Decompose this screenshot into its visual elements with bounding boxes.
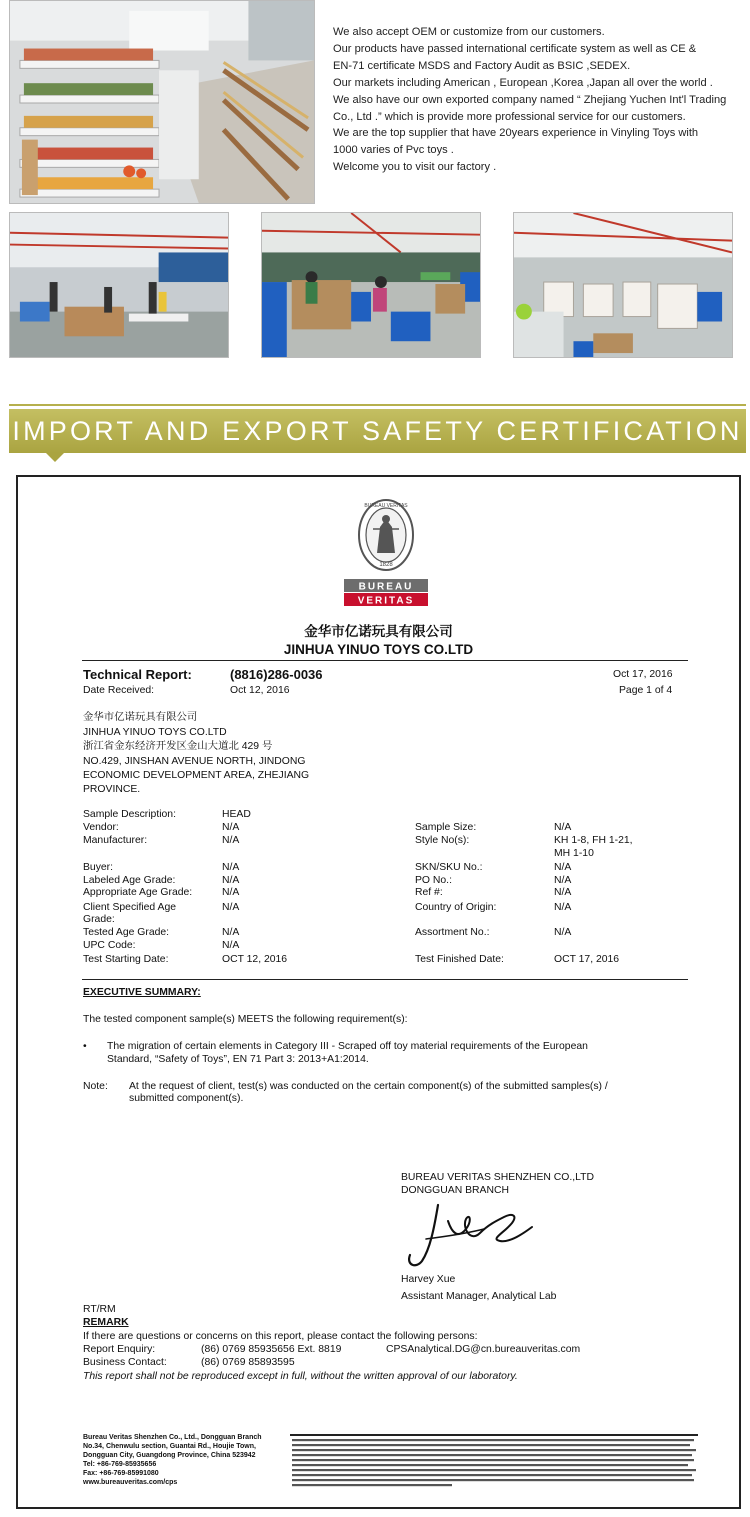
field-value: N/A	[222, 822, 240, 833]
field-label: Sample Size:	[415, 822, 477, 833]
intro-line: We are the top supplier that have 20years experience in Vinyling Toys with	[333, 127, 699, 140]
summary-intro: The tested component sample(s) MEETS the following requirement(s):	[83, 1014, 408, 1025]
address-line: JINHUA YINUO TOYS CO.LTD	[83, 727, 227, 738]
field-value: N/A	[554, 822, 572, 833]
field-value: HEAD	[222, 809, 251, 820]
issuer-name: BUREAU VERITAS SHENZHEN CO.,LTD	[401, 1172, 595, 1183]
footer-address-line: www.bureauveritas.com/cps	[83, 1479, 178, 1486]
field-value: OCT 17, 2016	[554, 954, 620, 965]
field-label: Test Finished Date:	[415, 954, 504, 965]
note-text: submitted component(s).	[129, 1093, 244, 1104]
note-label: Note:	[83, 1081, 108, 1092]
logo-word-bureau: BUREAU	[358, 581, 414, 593]
footer-address-line: No.34, Chenwulu section, Guantai Rd., Houjie Town,	[83, 1443, 256, 1450]
intro-line: We also accept OEM or customize from our customers.	[333, 26, 605, 38]
intro-line: Our markets including American , European ,Korea ,Japan all over the world .	[333, 76, 713, 89]
intro-line: Our products have passed international certificate system as well as CE &	[333, 42, 697, 55]
address-line: PROVINCE.	[83, 784, 141, 795]
field-value: N/A	[222, 940, 240, 951]
address-line: 浙江省金东经济开发区金山大道北 429 号	[83, 741, 273, 752]
bullet-dot: •	[83, 1041, 87, 1052]
requirement-text: The migration of certain elements in Category III - Scraped off toy material requirements of the European	[107, 1041, 588, 1052]
report-number: (8816)286-0036	[230, 667, 323, 682]
address-line: 金华市亿诺玩具有限公司	[83, 712, 198, 723]
field-value: N/A	[554, 875, 572, 886]
intro-line: Welcome you to visit our factory .	[333, 161, 497, 174]
field-value: N/A	[554, 887, 572, 898]
field-value: N/A	[222, 902, 240, 913]
summary-heading: EXECUTIVE SUMMARY:	[83, 987, 201, 998]
field-label: UPC Code:	[83, 940, 136, 951]
warehouse-photo	[9, 0, 315, 204]
address-line: NO.429, JINSHAN AVENUE NORTH, JINDONG	[83, 756, 306, 767]
field-label: PO No.:	[415, 875, 452, 886]
banner-notch	[46, 453, 64, 462]
field-label: Sample Description:	[83, 809, 176, 820]
business-label: Business Contact:	[83, 1357, 167, 1368]
intro-line: EN-71 certificate MSDS and Factory Audit as BSIC ,SEDEX.	[333, 59, 631, 72]
summary-rule	[82, 979, 688, 980]
company-introduction	[333, 24, 745, 176]
section-banner: IMPORT AND EXPORT SAFETY CERTIFICATION	[9, 409, 746, 453]
signer-title: Assistant Manager, Analytical Lab	[401, 1291, 557, 1302]
header-rule	[82, 660, 688, 661]
field-value: N/A	[554, 902, 572, 913]
company-name-chinese: 金华市亿诺玩具有限公司	[304, 624, 453, 639]
field-label: Style No(s):	[415, 835, 470, 846]
note-text: At the request of client, test(s) was conducted on the certain component(s) of the submitted samples(s) /	[129, 1081, 608, 1092]
field-label: SKN/SKU No.:	[415, 862, 483, 873]
intro-line: Co., Ltd .” which is provide more professional service for our customers.	[333, 110, 686, 123]
field-value: MH 1-10	[554, 848, 594, 859]
issuer-branch: DONGGUAN BRANCH	[401, 1185, 509, 1196]
footer-address-line: Dongguan City, Guangdong Province, China 523942	[83, 1452, 256, 1459]
signature	[400, 1199, 540, 1271]
intro-line: We also have our own exported company named “ Zhejiang Yuchen Int'l Trading	[333, 93, 727, 106]
enquiry-email: CPSAnalytical.DG@cn.bureauveritas.com	[386, 1344, 581, 1355]
remark-heading: REMARK	[83, 1317, 129, 1328]
field-value: N/A	[554, 862, 572, 873]
banner-divider	[9, 404, 746, 406]
field-label: Buyer:	[83, 862, 114, 873]
enquiry-phone: (86) 0769 85935656 Ext. 8819	[201, 1344, 342, 1355]
field-label: Assortment No.:	[415, 927, 490, 938]
field-value: KH 1-8, FH 1-21,	[554, 835, 633, 846]
address-line: ECONOMIC DEVELOPMENT AREA, ZHEJIANG	[83, 770, 310, 781]
report-initials: RT/RM	[83, 1304, 116, 1315]
field-label: Client Specified Age	[83, 902, 176, 913]
footer-address-line: Tel: +86-769-85935656	[83, 1461, 157, 1468]
field-label: Vendor:	[83, 822, 119, 833]
field-label: Grade:	[83, 914, 115, 925]
logo-year: 1828	[379, 562, 393, 568]
factory-floor-photo	[9, 212, 229, 358]
packing-area-photo	[261, 212, 481, 358]
page-number: Page 1 of 4	[619, 685, 673, 696]
field-label: Ref #:	[415, 887, 443, 898]
field-label: Country of Origin:	[415, 902, 497, 913]
field-label: Tested Age Grade:	[83, 927, 170, 938]
workshop-photo	[513, 212, 733, 358]
enquiry-label: Report Enquiry:	[83, 1344, 156, 1355]
field-value: N/A	[222, 875, 240, 886]
fine-print-terms	[290, 1434, 698, 1492]
field-label: Labeled Age Grade:	[83, 875, 176, 886]
field-label: Appropriate Age Grade:	[83, 887, 193, 898]
field-value: N/A	[222, 927, 240, 938]
field-value: N/A	[222, 862, 240, 873]
field-label: Test Starting Date:	[83, 954, 169, 965]
field-value: OCT 12, 2016	[222, 954, 288, 965]
business-phone: (86) 0769 85893595	[201, 1357, 295, 1368]
certificate-document	[16, 475, 741, 1509]
report-date: Oct 17, 2016	[613, 669, 673, 680]
field-value: N/A	[222, 887, 240, 898]
signer-name: Harvey Xue	[401, 1274, 456, 1285]
footer-address-line: Fax: +86-769-85991080	[83, 1470, 159, 1477]
disclaimer: This report shall not be reproduced except in full, without the written approval of our laboratory.	[83, 1371, 518, 1382]
requirement-text: Standard, “Safety of Toys”, EN 71 Part 3: 2013+A1:2014.	[107, 1054, 369, 1065]
field-value: N/A	[222, 835, 240, 846]
field-label: Manufacturer:	[83, 835, 148, 846]
received-label: Date Received:	[83, 685, 155, 696]
footer-address-line: Bureau Veritas Shenzhen Co., Ltd., Dongguan Branch	[83, 1434, 262, 1441]
company-name-english: JINHUA YINUO TOYS CO.LTD	[283, 642, 474, 657]
received-date: Oct 12, 2016	[230, 685, 290, 696]
logo-word-veritas: VERITAS	[357, 595, 415, 607]
field-value: N/A	[554, 927, 572, 938]
remark-intro: If there are questions or concerns on this report, please contact the following persons:	[83, 1331, 478, 1342]
logo-ring-text: BUREAU VERITAS	[364, 503, 408, 509]
report-label: Technical Report:	[83, 667, 192, 682]
intro-line: 1000 varies of Pvc toys .	[333, 144, 454, 157]
bureau-veritas-logo	[341, 499, 431, 609]
